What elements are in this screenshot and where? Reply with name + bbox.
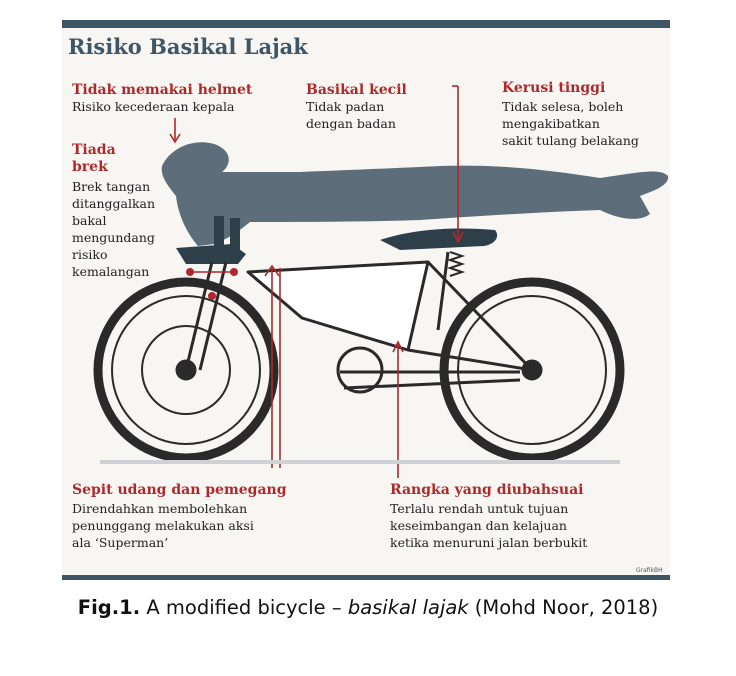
- infographic-title: Risiko Basikal Lajak: [68, 34, 308, 59]
- label-helmet-heading: Tidak memakai helmet: [72, 82, 253, 98]
- label-small-bike-heading: Basikal kecil: [306, 82, 407, 98]
- label-seat-text: Tidak selesa, boleh mengakibatkan sakit tulang belakang: [502, 99, 639, 148]
- label-fork-text: Direndahkan membolehkan penunggang melakukan aksi ala ‘Superman’: [72, 501, 254, 550]
- graphic-credit: GrafikBH: [636, 567, 663, 574]
- seat-shape: [380, 228, 497, 250]
- seat-spring: [450, 252, 462, 276]
- bicycle-frame: [186, 252, 532, 392]
- handlebar-grip: [214, 216, 224, 252]
- label-brake-text: Brek tangan ditanggalkan bakal mengundang risiko kemalangan: [72, 179, 156, 279]
- label-fork-heading: Sepit udang dan pemegang: [72, 482, 287, 498]
- label-seat-heading: Kerusi tinggi: [502, 80, 606, 96]
- label-frame-text: Terlalu rendah untuk tujuan keseimbangan dan kelajuan ketika menuruni jalan berbukit: [390, 501, 588, 550]
- label-helmet-text: Risiko kecederaan kepala: [72, 99, 235, 114]
- label-frame-heading: Rangka yang diubahsuai: [390, 482, 584, 498]
- figure-caption: Fig.1. A modified bicycle – basikal lajak (Mohd Noor, 2018): [77, 596, 659, 619]
- caption-label: Fig.1.: [77, 596, 141, 619]
- label-brake-heading: Tiada brek: [72, 142, 116, 175]
- label-small-bike-text: Tidak padan dengan badan: [306, 99, 396, 131]
